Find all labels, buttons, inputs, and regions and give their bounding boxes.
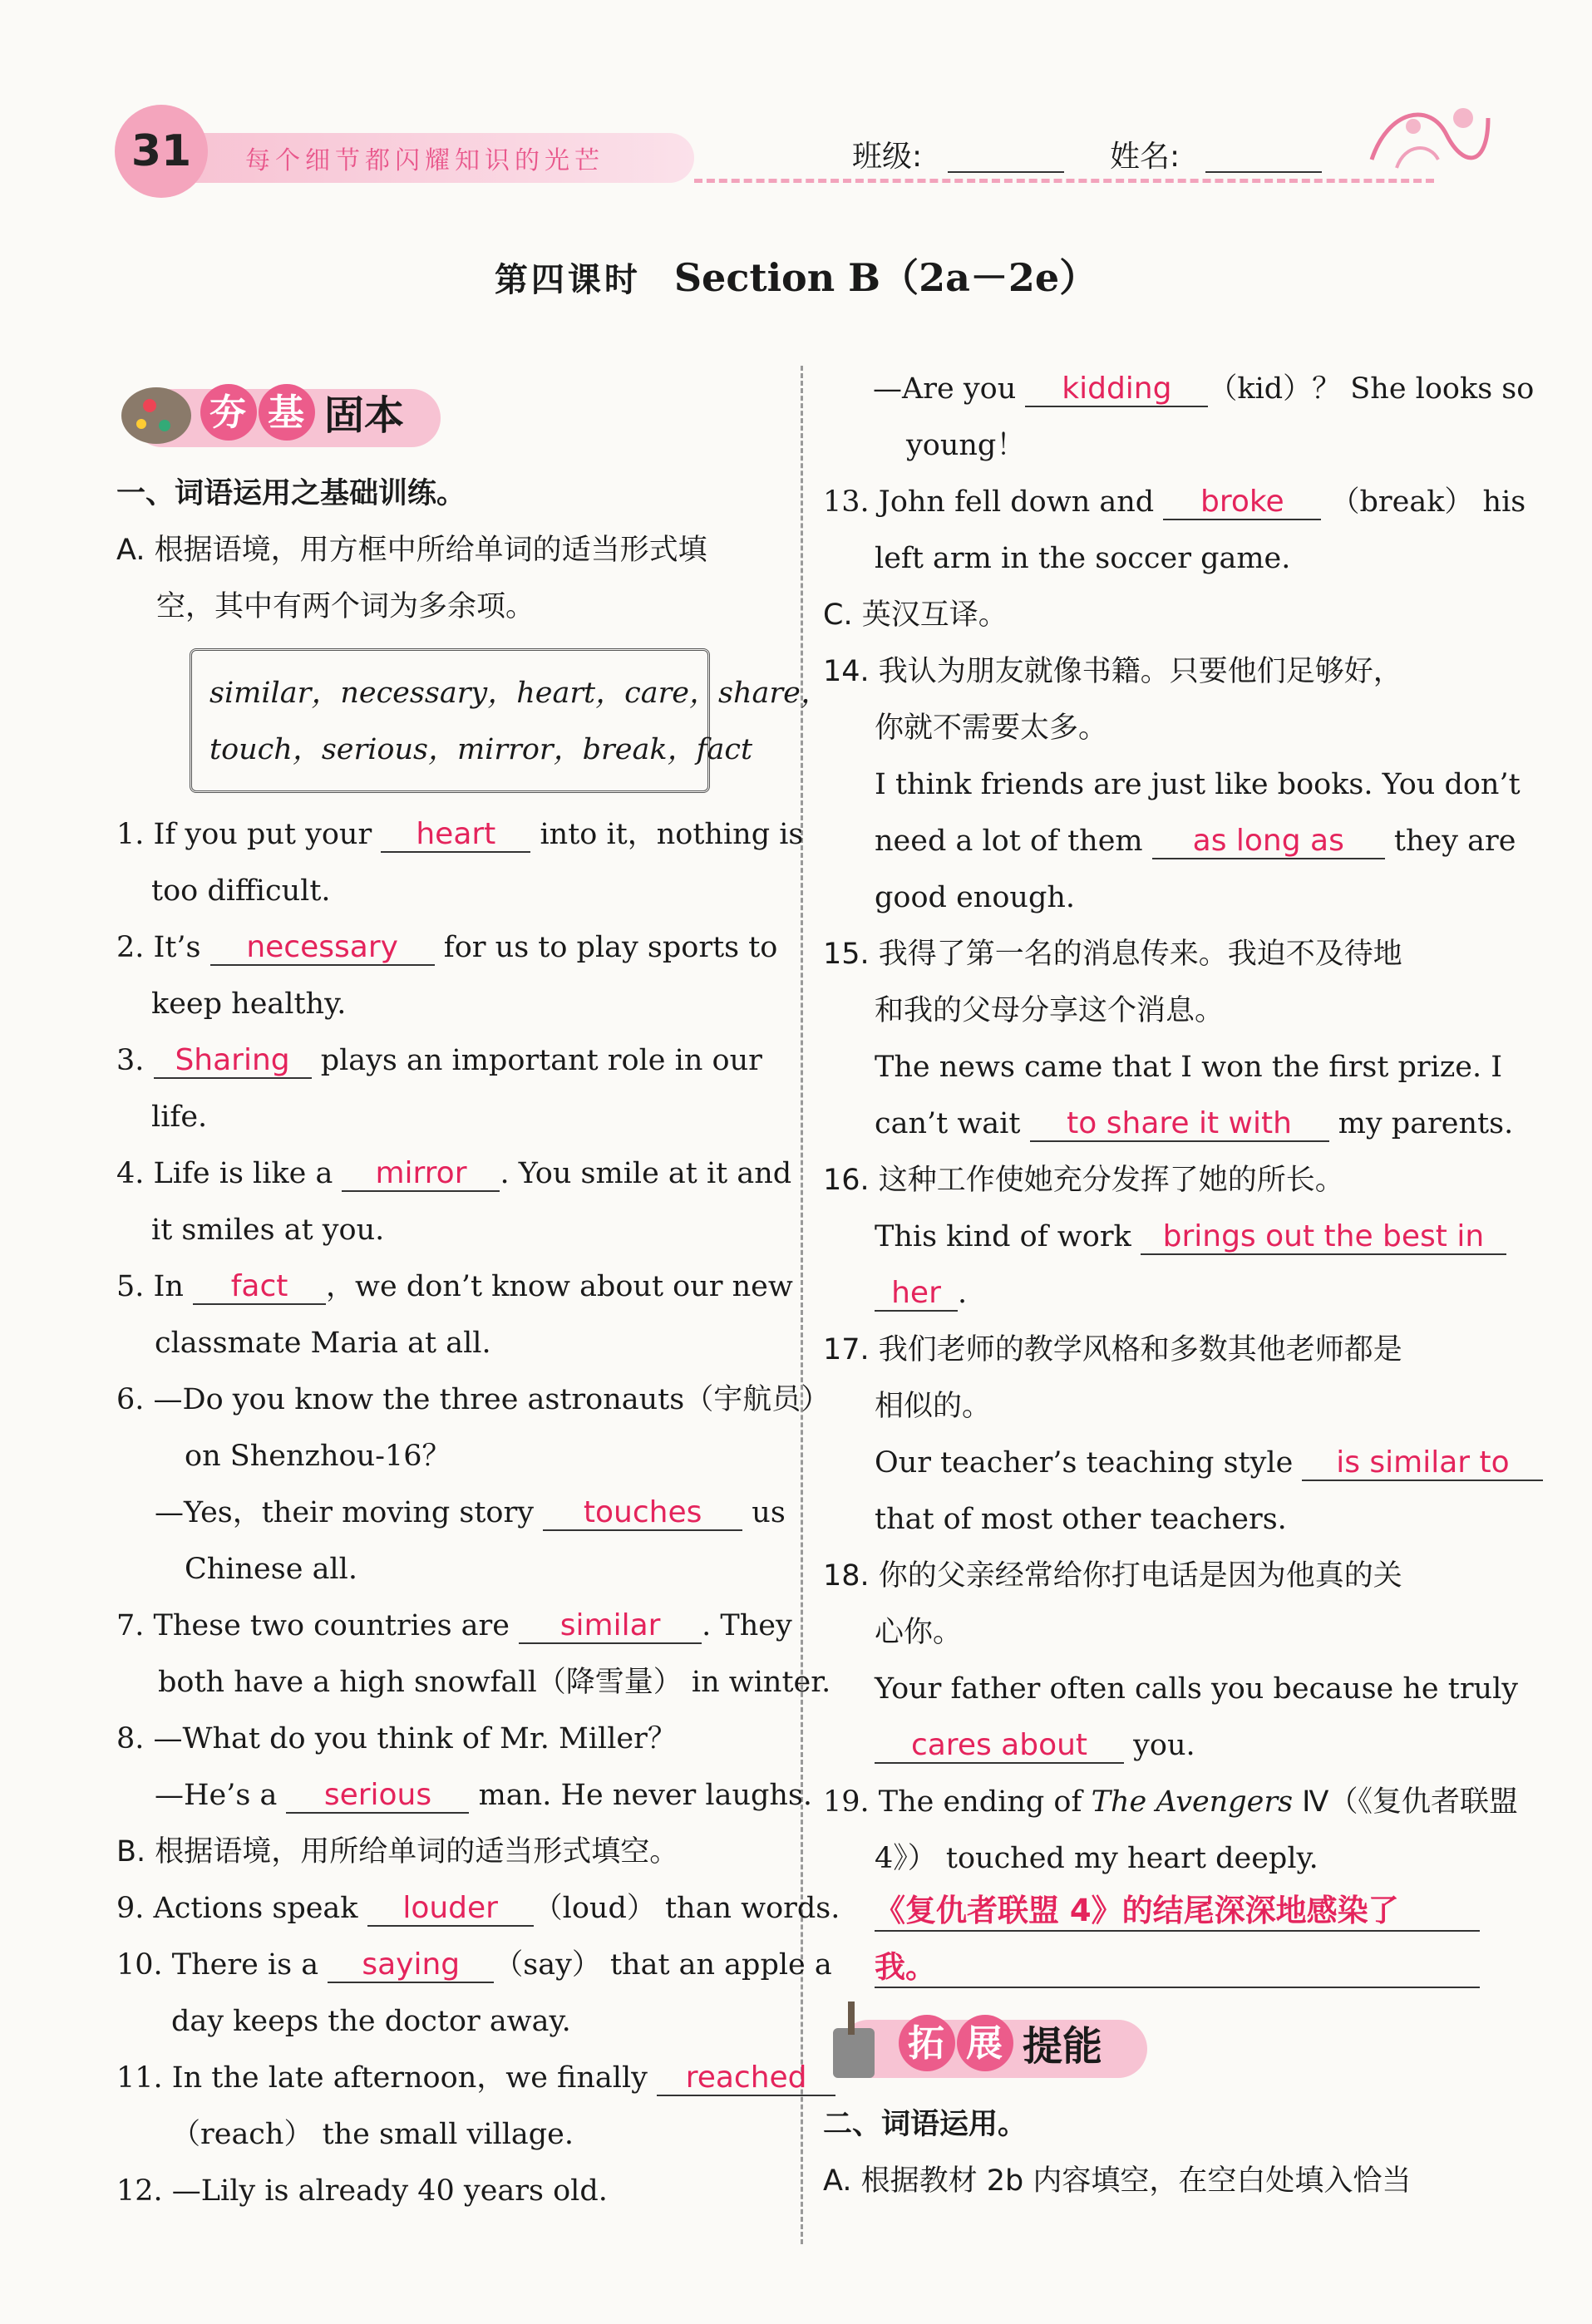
question-9: 9. Actions speak louder （loud） than words. (116, 1891, 840, 1925)
section1-icon-char-2: 基 (268, 391, 304, 434)
question-7: 7. These two countries are similar . They (116, 1608, 792, 1642)
lesson-en: Section B（2a－2e） (673, 255, 1098, 300)
section1-title: 固本 (324, 392, 405, 439)
answer-7[interactable]: similar (519, 1609, 702, 1644)
lesson-title (0, 248, 1592, 303)
question-14-cn-cont: 你就不需要太多。 (875, 711, 1108, 745)
question-16-en-cont: her . (875, 1273, 967, 1313)
part-a-instruction-2: 空，其中有两个词为多余项。 (156, 590, 535, 623)
question-14-en-cont: need a lot of them as long as they are (875, 824, 1516, 858)
question-12: 12. —Lily is already 40 years old. (116, 2174, 608, 2208)
answer-19-line-2[interactable]: 我。 (875, 1942, 1480, 1988)
part-c-instruction: C. 英汉互译。 (823, 598, 1008, 632)
part2-a-instruction: A. 根据教材 2b 内容填空，在空白处填入恰当 (823, 2164, 1412, 2198)
answer-1[interactable]: heart (381, 818, 530, 853)
class-label: 班级: (852, 140, 923, 174)
answer-16[interactable]: brings out the best in (1141, 1220, 1506, 1255)
question-17-en: Our teacher’s teaching style is similar to (875, 1443, 1543, 1483)
question-14-en-end: good enough. (875, 881, 1076, 914)
answer-6[interactable]: touches (543, 1496, 742, 1531)
question-6: 6. —Do you know the three astronauts（宇航员） (116, 1383, 831, 1416)
question-19: 19. The ending of The Avengers Ⅳ（《复仇者联盟 (823, 1785, 1518, 1819)
answer-14[interactable]: as long as (1152, 825, 1385, 859)
question-3: 3. Sharing plays an important role in our (116, 1043, 762, 1077)
question-15-en: The news came that I won the first prize. I (875, 1051, 1503, 1084)
part-a-instruction-1: A. 根据语境，用方框中所给单词的适当形式填 (116, 534, 707, 567)
answer-13[interactable]: broke (1163, 485, 1321, 520)
question-6-cont: on Shenzhou-16？ (185, 1440, 451, 1473)
question-1: 1. If you put your heart into it，nothing is (116, 817, 804, 851)
question-13: 13. John fell down and broke （break） his (823, 485, 1526, 519)
question-17-en-cont: that of most other teachers. (875, 1503, 1287, 1536)
name-blank[interactable] (1205, 171, 1322, 173)
answer-4[interactable]: mirror (342, 1157, 500, 1192)
section1-icon-char-1: 夯 (209, 391, 246, 434)
question-15-cn: 15. 我得了第一名的消息传来。我迫不及待地 (823, 938, 1402, 971)
answer-8[interactable]: serious (286, 1779, 469, 1814)
header-dashed-line (694, 179, 1434, 183)
word-box-line-2: touch，serious，mirror，break，fact (209, 733, 753, 766)
question-16-cn: 16. 这种工作使她充分发挥了她的所长。 (823, 1164, 1344, 1197)
section2-icon-char-1: 拓 (908, 2022, 944, 2065)
section2-title: 提能 (1023, 2023, 1103, 2070)
question-2-cont: keep healthy. (151, 987, 347, 1021)
question-14-en: I think friends are just like books. You don’t (875, 768, 1521, 801)
section2-icon-char-2: 展 (966, 2022, 1003, 2065)
question-13-cont: left arm in the soccer game. (875, 542, 1291, 575)
part2-title: 二、词语运用。 (823, 2108, 1028, 2141)
question-16-en: This kind of work brings out the best in (875, 1217, 1506, 1257)
question-11-cont: （reach） the small village. (171, 2118, 574, 2151)
question-18-cn-cont: 心你。 (875, 1616, 963, 1649)
question-3-cont: life. (151, 1100, 208, 1134)
question-17-cn-cont: 相似的。 (875, 1390, 992, 1423)
question-17-cn: 17. 我们老师的教学风格和多数其他老师都是 (823, 1333, 1402, 1366)
answer-3[interactable]: Sharing (154, 1044, 312, 1079)
name-label: 姓名: (1110, 140, 1180, 174)
question-12-reply: —Are you kidding （kid）？ She looks so (873, 372, 1535, 406)
question-5-cont: classmate Maria at all. (155, 1327, 491, 1360)
question-15-cn-cont: 和我的父母分享这个消息。 (875, 994, 1225, 1027)
lesson-cn: 第四课时 (494, 261, 641, 299)
header-motto: 每个细节都闪耀知识的光芒 (245, 146, 604, 175)
question-11: 11. In the late afternoon，we finally reached (116, 2058, 835, 2098)
answer-10[interactable]: saying (328, 1948, 494, 1983)
answer-12[interactable]: kidding (1025, 372, 1208, 407)
question-6-reply: —Yes，their moving story touches us (155, 1495, 786, 1529)
part-b-instruction: B. 根据语境，用所给单词的适当形式填空。 (116, 1835, 679, 1869)
decorative-swirl-icon (1363, 93, 1496, 185)
part1-title: 一、词语运用之基础训练。 (116, 477, 466, 510)
question-5: 5. In fact ，we don’t know about our new (116, 1269, 793, 1303)
question-18-en-cont: cares about you. (875, 1726, 1195, 1765)
answer-5[interactable]: fact (193, 1270, 326, 1305)
question-6-reply-cont: Chinese all. (185, 1553, 357, 1586)
question-10: 10. There is a saying （say） that an apple a (116, 1947, 832, 1982)
answer-2[interactable]: necessary (210, 931, 435, 966)
question-14-cn: 14. 我认为朋友就像书籍。只要他们足够好， (823, 655, 1402, 688)
answer-15[interactable]: to share it with (1030, 1107, 1329, 1142)
question-8-reply: —He’s a serious man. He never laughs. (155, 1778, 813, 1812)
page-number: 31 (115, 105, 208, 198)
question-18-cn: 18. 你的父亲经常给你打电话是因为他真的关 (823, 1559, 1402, 1593)
class-blank[interactable] (948, 171, 1064, 173)
answer-16-cont[interactable]: her (875, 1277, 958, 1312)
question-8: 8. —What do you think of Mr. Miller？ (116, 1722, 677, 1755)
question-4: 4. Life is like a mirror . You smile at it and (116, 1156, 792, 1190)
answer-19-line-1[interactable]: 《复仇者联盟 4》的结尾深深地感染了 (875, 1885, 1480, 1932)
question-7-cont: both have a high snowfall（降雪量） in winter. (158, 1666, 831, 1699)
word-box-line-1: similar，necessary，heart，care，share， (209, 677, 830, 710)
question-19-cont: 4》） touched my heart deeply. (875, 1842, 1318, 1875)
question-4-cont: it smiles at you. (151, 1214, 385, 1247)
answer-11[interactable]: reached (657, 2061, 835, 2096)
question-2: 2. It’s necessary for us to play sports to (116, 930, 778, 964)
question-18-en: Your father often calls you because he truly (875, 1672, 1519, 1706)
question-1-cont: too difficult. (151, 874, 331, 908)
answer-17[interactable]: is similar to (1302, 1446, 1543, 1481)
question-12-reply-cont: young！ (906, 429, 1026, 462)
answer-18[interactable]: cares about (875, 1729, 1124, 1764)
answer-9[interactable]: louder (367, 1892, 534, 1927)
question-15-en-cont: can’t wait to share it with my parents. (875, 1106, 1514, 1140)
question-10-cont: day keeps the doctor away. (171, 2005, 571, 2038)
